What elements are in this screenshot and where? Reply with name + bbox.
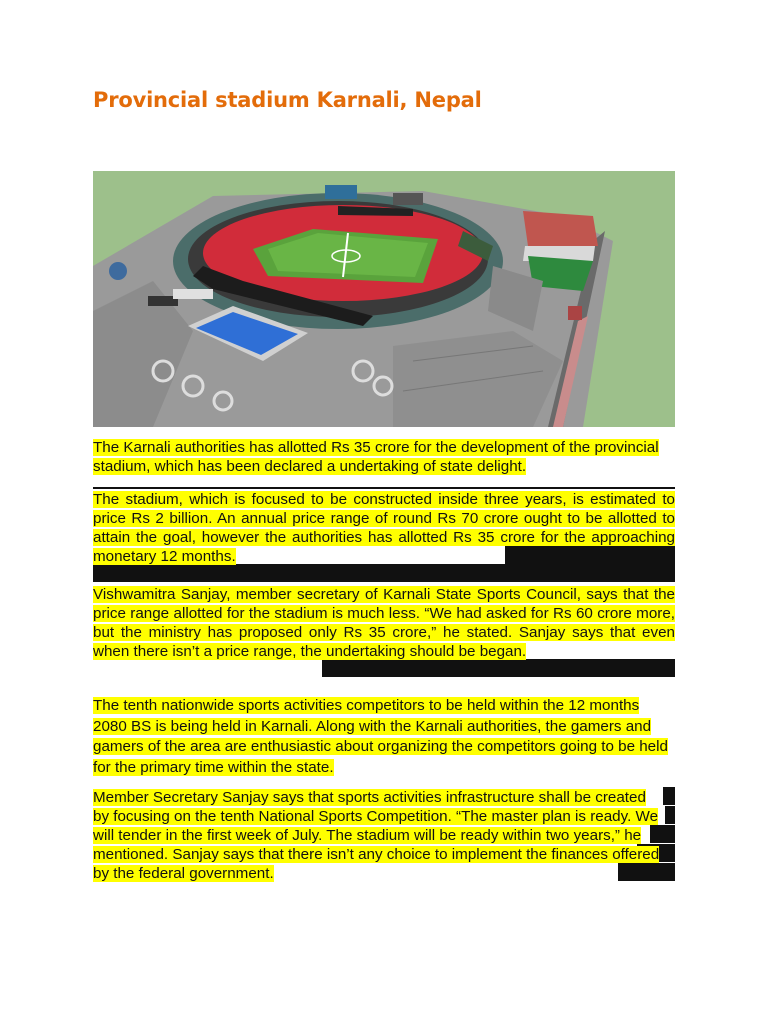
- redaction-bar: [665, 806, 675, 824]
- redaction-bar: [322, 659, 675, 677]
- paragraph-5-text: Member Secretary Sanjay says that sports activities infrastructure shall be created by focusing on the tenth National Sports Competition. “The master plan is ready. We will tender in the first week of July. The stadium will be ready within two years,” he mentioned. Sanjay says that there isn’t any choice to implement the finances offered by the federal government.: [93, 789, 660, 882]
- paragraph-3-text: Vishwamitra Sanjay, member secretary of Karnali State Sports Council, says that the price range allotted for the stadium is much less. “We had asked for Rs 60 crore more, but the ministry has proposed only Rs 35 crore,” he stated. Sanjay says that even when there isn’t a price range, the undertaking should be began.: [93, 586, 675, 660]
- paragraph-2: [93, 490, 675, 566]
- page-title: Provincial stadium Karnali, Nepal: [93, 88, 482, 112]
- redaction-bar: [93, 487, 675, 489]
- paragraph-1-text: The Karnali authorities has allotted Rs 35 crore for the development of the provincial stadium, which has been declared a undertaking of state delight.: [93, 439, 659, 475]
- redaction-bar: [93, 564, 675, 582]
- paragraph-3: [93, 585, 675, 661]
- paragraph-1: [93, 438, 675, 476]
- paragraph-5: [93, 788, 663, 883]
- paragraph-4-text: The tenth nationwide sports activities competitors to be held within the 12 months 2080 BS is being held in Karnali. Along with the Karnali authorities, the gamers and gamers of the area are enthusiastic about organizing the competitors going to be held for the primary time within the state.: [93, 697, 668, 776]
- paragraph-4: [93, 696, 675, 778]
- redaction-bar: [663, 787, 675, 805]
- paragraph-2-text: The stadium, which is focused to be constructed inside three years, is estimated to price Rs 2 billion. An annual price range of round Rs 70 crore ought to be allotted to attain the goal, however the authorities has allotted Rs 35 crore for the approaching monetary 12 months.: [93, 491, 675, 565]
- stadium-rendering-image: [93, 171, 675, 427]
